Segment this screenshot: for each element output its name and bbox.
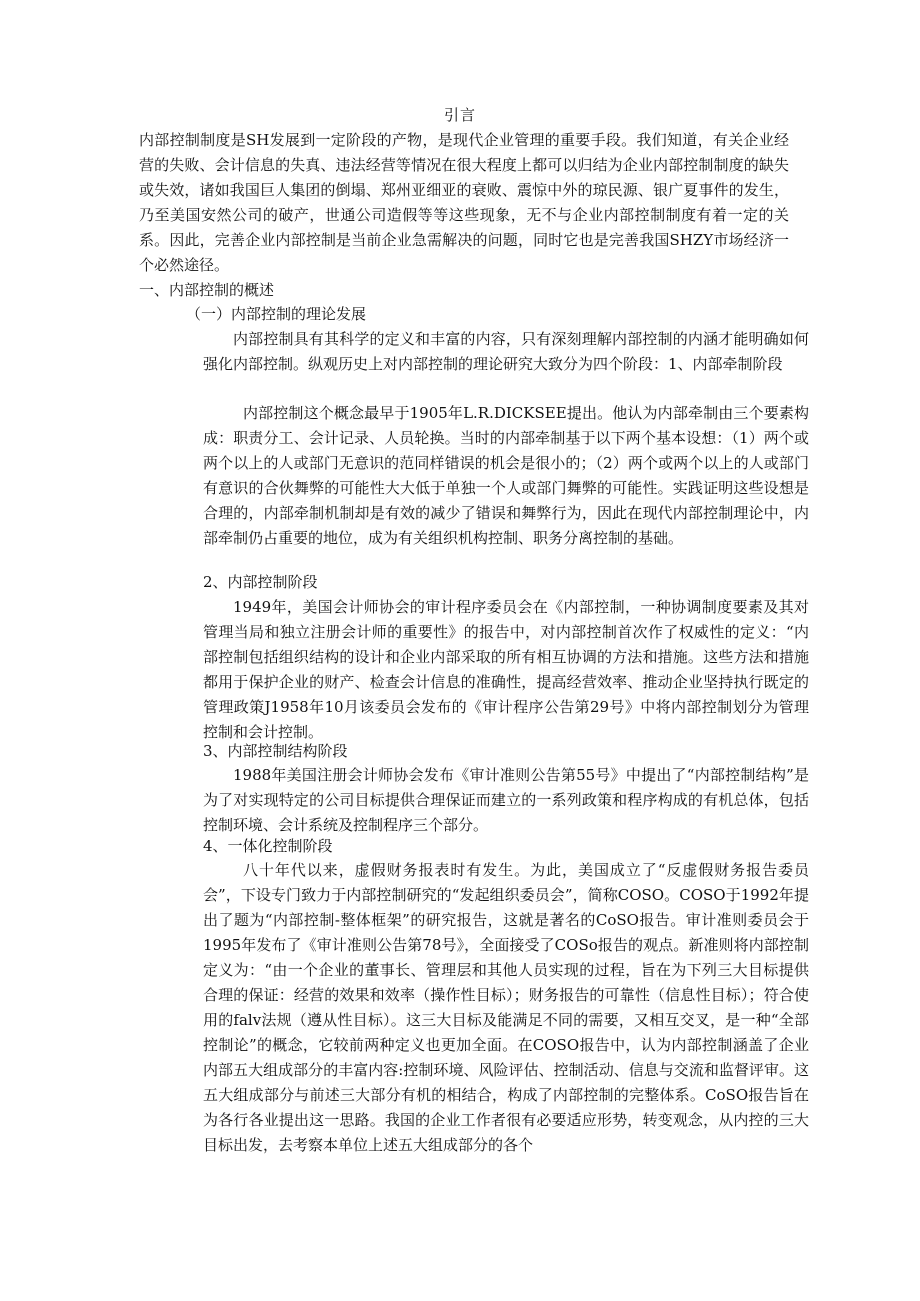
stage1-paragraph: 内部控制这个概念最早于1905年L.R.DICKSEE提出。他认为内部牵制由三个要素构成：职责分工、会计记录、人员轮换。当时的内部牵制基于以下两个基本设想：（1）两个或两个以上的人或部门无意识的范同样错误的机会是很小的；（2）两个或两个以上的人或部门有意识的合伙舞弊的可能性大大低于单独一个人或部门舞弊的可能性。实践证明这些设想是合理的，内部牵制机制却是有效的减少了错误和舞弊行为，因此在现代内部控制理论中，内部牵制仍占重要的地位，成为有关组织机构控制、职务分离控制的基础。 bbox=[203, 404, 809, 547]
section-heading-1: 一、内部控制的概述 bbox=[139, 281, 275, 299]
stage4-paragraph: 八十年代以来，虚假财务报表时有发生。为此，美国成立了“反虚假财务报告委员会”，下设专门致力于内部控制研究的“发起组织委员会”，简称COSO。COSO于1992年提出了题为“内部控制-整体框架”的研究报告，这就是著名的CoSO报告。审计准则委员会于1995年发布了《审计准则公告第78号》，全面接受了COSo报告的观点。新准则将内部控制定义为：“由一个企业的董事长、管理层和其他人员实现的过程，旨在为下列三大目标提供合理的保证：经营的效果和效率（操作性目标）；财务报告的可靠性（信息性目标）；符合使用的falv法规（遵从性目标）。这三大目标及能满足不同的需要，又相互交叉，是一种“全部控制论”的概念，它较前两种定义也更加全面。在COSO报告中，认为内部控制涵盖了企业内部五大组成部分的丰富内容:控制环境、风险评估、控制活动、信息与交流和监督评审。这五大组成部分与前述三大部分有机的相结合，构成了内部控制的完整体系。CoSO报告旨在为各行各业提出这一思路。我国的企业工作者很有必要适应形势，转变观念，从内控的三大目标出发，去考察本单位上述五大组成部分的各个 bbox=[203, 861, 809, 1154]
subsection-heading-1-1: （一）内部控制的理论发展 bbox=[186, 305, 367, 323]
stage2-paragraph: 1949年，美国会计师协会的审计程序委员会在《内部控制，一种协调制度要素及其对管理当局和独立注册会计师的重要性》的报告中，对内部控制首次作了权威性的定义：“内部控制包括组织结构的设计和企业内部采取的所有相互协调的方法和措施。这些方法和措施都用于保护企业的财产、检查会计信息的准确性，提高经营效率、推动企业坚持执行既定的管理政策J1958年10月该委员会发布的《审计程序公告第29号》中将内部控制划分为管理控制和会计控制。 bbox=[203, 598, 809, 741]
document-title: 引言 bbox=[443, 106, 476, 124]
intro-paragraph: 内部控制制度是SH发展到一定阶段的产物，是现代企业管理的重要手段。我们知道，有关企业经营的失败、会计信息的失真、违法经营等情况在很大程度上都可以归结为企业内部控制制度的缺失或失效，诸如我国巨人集团的倒塌、郑州亚细亚的衰败、震惊中外的琼民源、银广夏事件的发生，乃至美国安然公司的破产，世通公司造假等等这些现象，无不与企业内部控制制度有着一定的关系。因此，完善企业内部控制是当前企业急需解决的问题，同时它也是完善我国SHZY市场经济一个必然途径。 bbox=[139, 131, 789, 274]
stage2-heading: 2、内部控制阶段 bbox=[203, 573, 318, 591]
stage4-heading: 4、一体化控制阶段 bbox=[203, 837, 333, 855]
stage3-paragraph: 1988年美国注册会计师协会发布《审计准则公告第55号》中提出了“内部控制结构”是为了对实现特定的公司目标提供合理保证而建立的一系列政策和程序构成的有机总体，包括控制环境、会计系统及控制程序三个部分。 bbox=[203, 766, 809, 834]
theory-paragraph: 内部控制具有其科学的定义和丰富的内容，只有深刻理解内部控制的内涵才能明确如何强化内部控制。纵观历史上对内部控制的理论研究大致分为四个阶段：1、内部牵制阶段 bbox=[203, 330, 809, 373]
stage3-heading: 3、内部控制结构阶段 bbox=[203, 742, 348, 760]
